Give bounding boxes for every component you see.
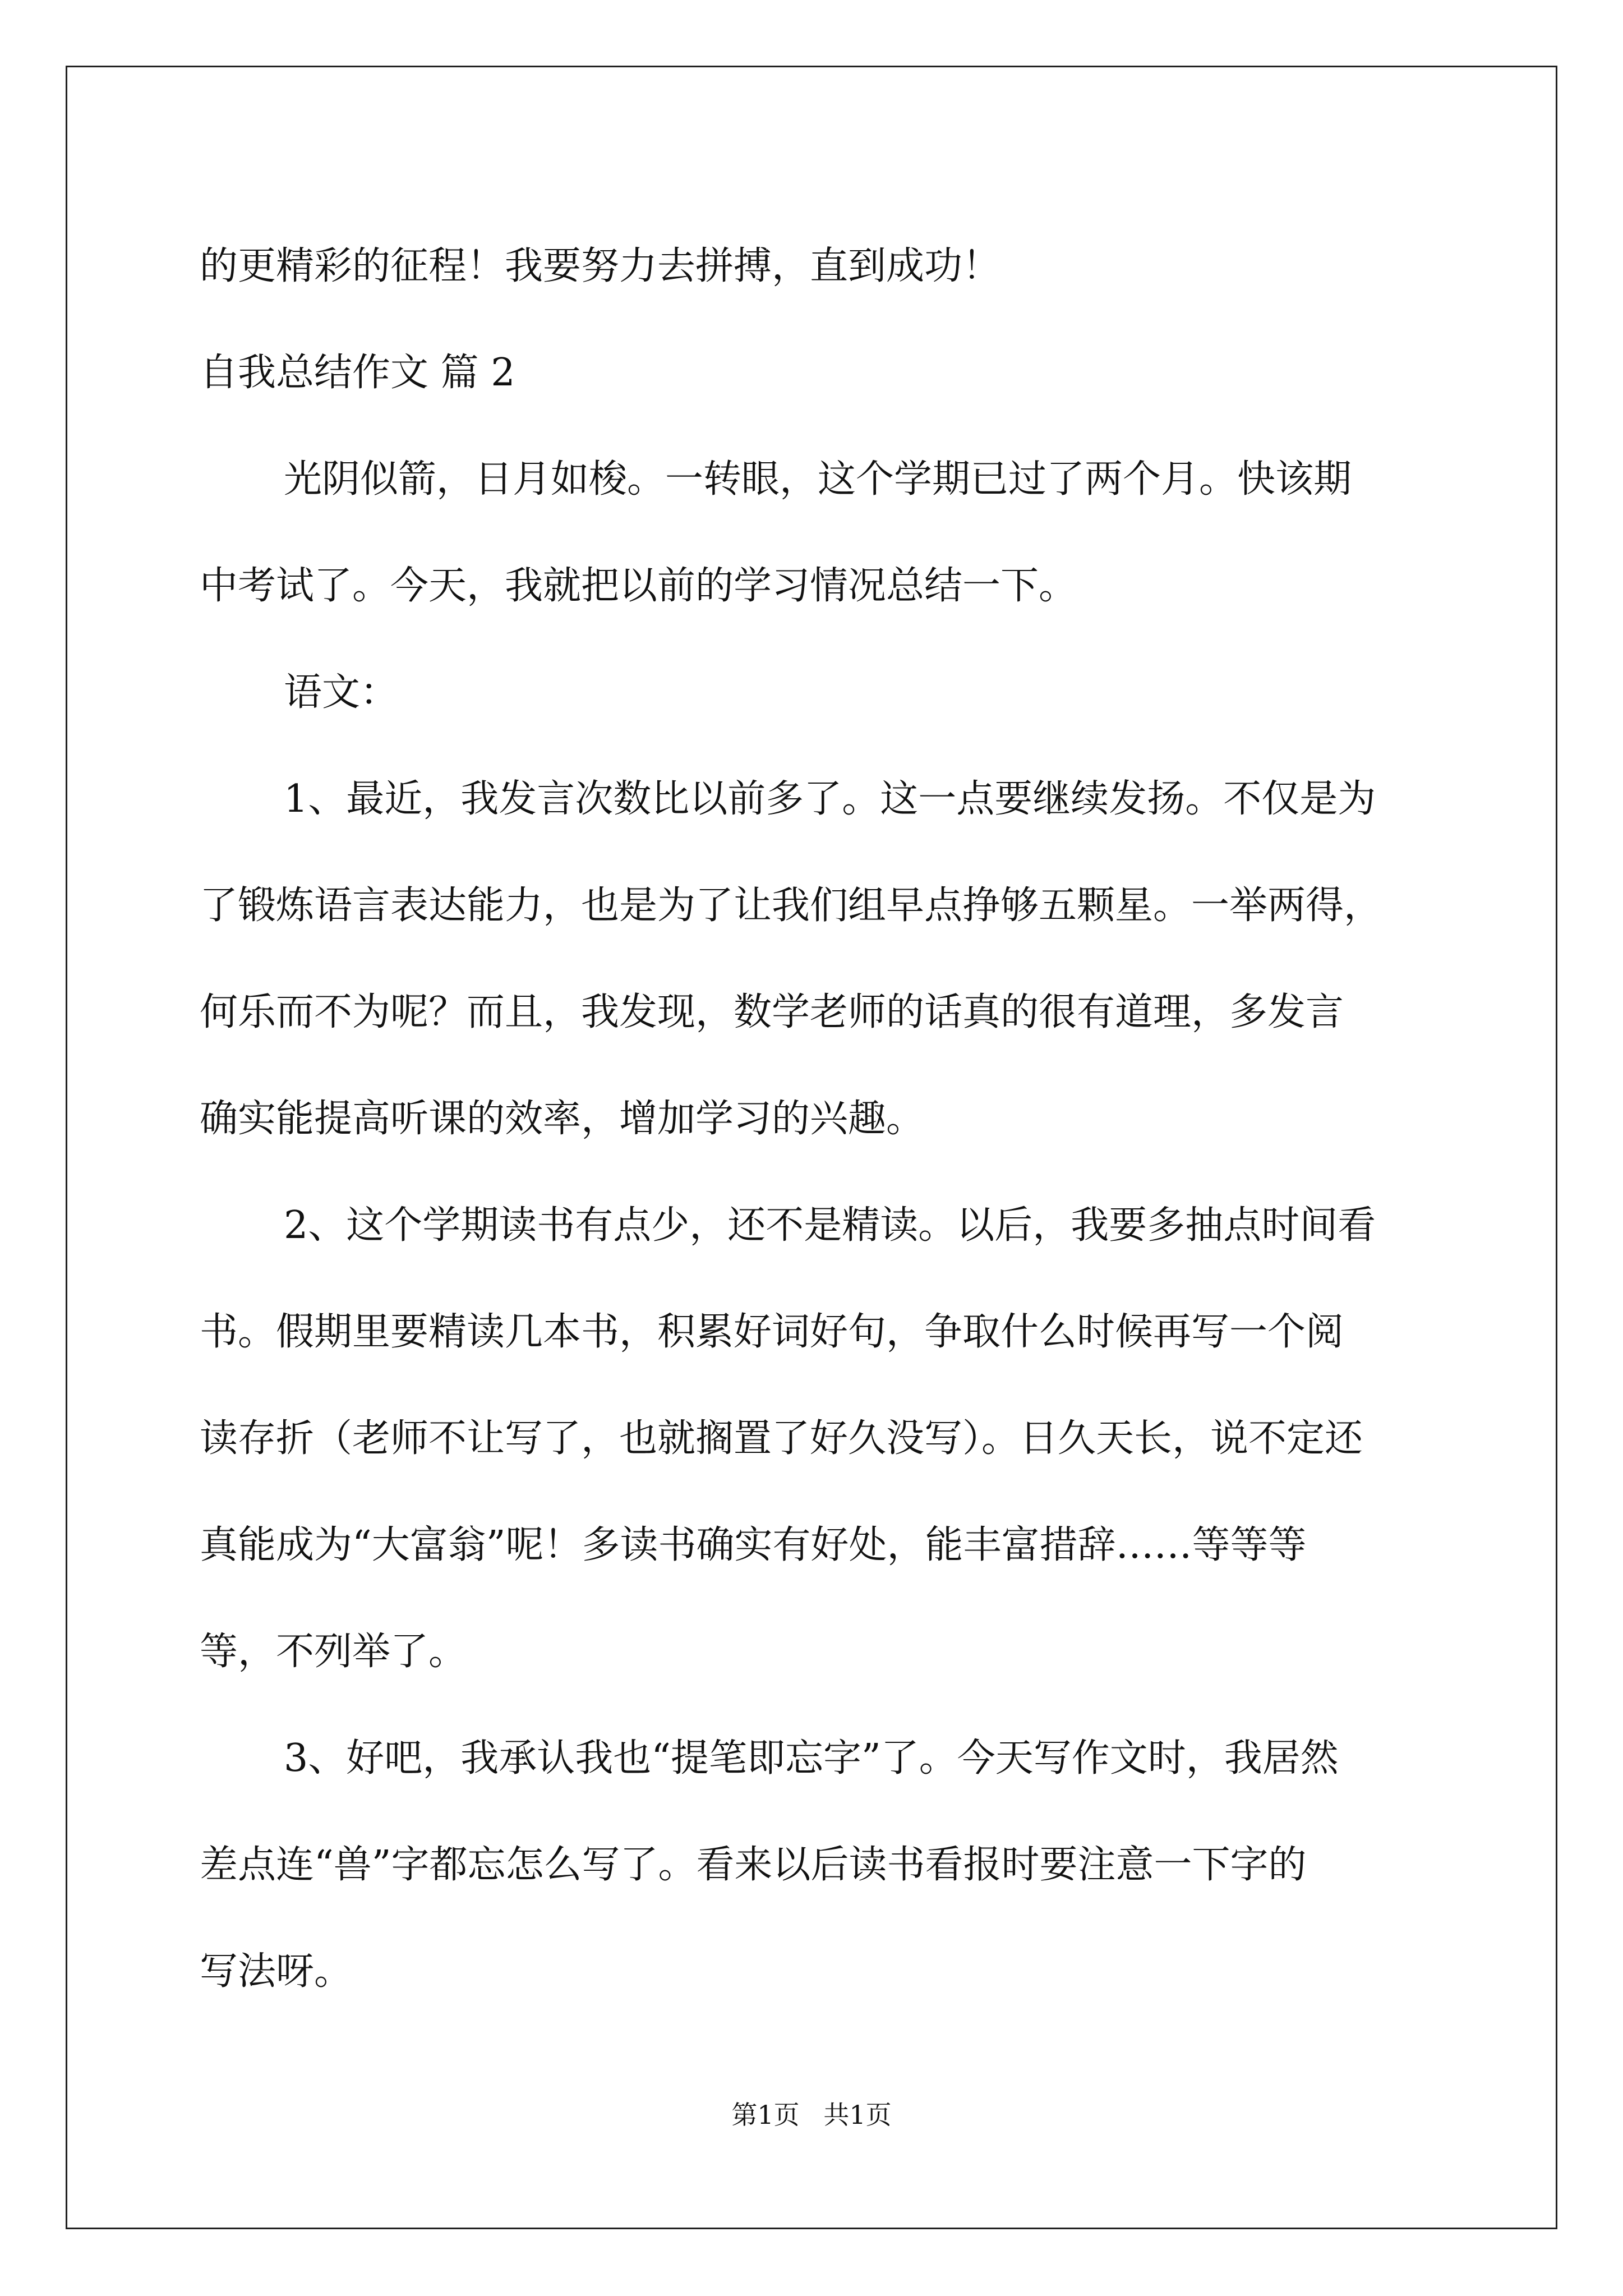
paragraph-line: 中考试了。今天，我就把以前的学习情况总结一下。 — [200, 564, 1077, 608]
paragraph-line: 3、好吧，我承认我也“提笔即忘字”了。今天写作文时，我居然 — [284, 1736, 1339, 1780]
page-number-current: 第1页 — [731, 2100, 800, 2130]
paragraph-line: 书。假期里要精读几本书，积累好词好句，争取什么时候再写一个阅 — [200, 1310, 1344, 1354]
paragraph-line: 真能成为“大富翁”呢！多读书确实有好处，能丰富措辞……等等等 — [200, 1523, 1307, 1567]
page-number-total: 共1页 — [823, 2100, 892, 2130]
subject-label: 语文： — [284, 670, 399, 715]
document-body — [200, 213, 1433, 2025]
paragraph-line: 光阴似箭，日月如梭。一转眼，这个学期已过了两个月。快该期 — [284, 457, 1352, 501]
section-heading: 自我总结作文 篇 2 — [200, 351, 515, 395]
paragraph-line: 何乐而不为呢？而且，我发现，数学老师的话真的很有道理，多发言 — [200, 990, 1344, 1034]
paragraph-line: 读存折（老师不让写了，也就搁置了好久没写）。日久天长，说不定还 — [200, 1416, 1363, 1461]
page-footer — [0, 2098, 1623, 2132]
paragraph-line: 了锻炼语言表达能力，也是为了让我们组早点挣够五颗星。一举两得， — [200, 884, 1382, 928]
text-line-1: 的更精彩的征程！我要努力去拼搏，直到成功！ — [200, 244, 1001, 288]
paragraph-line: 1、最近，我发言次数比以前多了。这一点要继续发扬。不仅是为 — [284, 777, 1376, 821]
paragraph-line: 差点连“兽”字都忘怎么写了。看来以后读书看报时要注意一下字的 — [200, 1843, 1307, 1887]
paragraph-line: 写法呀。 — [200, 1949, 353, 1994]
paragraph-line: 2、这个学期读书有点少，还不是精读。以后，我要多抽点时间看 — [284, 1203, 1376, 1248]
paragraph-line: 等，不列举了。 — [200, 1630, 467, 1674]
paragraph-line: 确实能提高听课的效率，增加学习的兴趣。 — [200, 1097, 925, 1141]
